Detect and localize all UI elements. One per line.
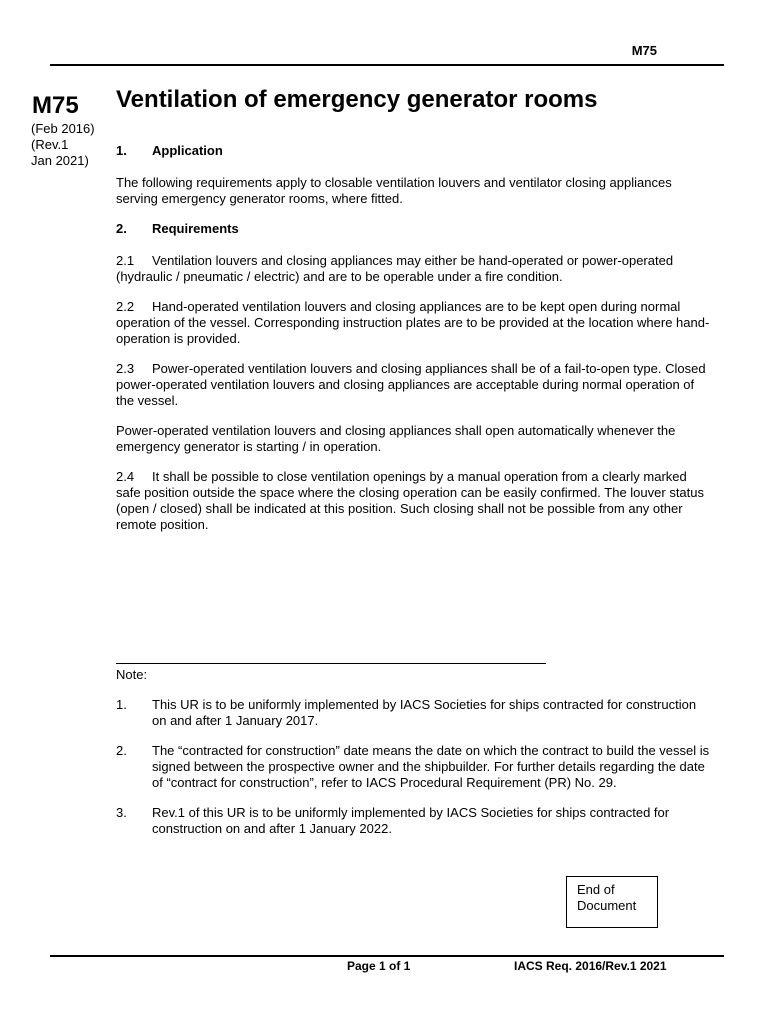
note-number: 2.	[116, 743, 127, 758]
section-heading	[116, 221, 710, 237]
end-box-line: Document	[577, 898, 637, 913]
notes-list	[116, 697, 710, 851]
section-title: Requirements	[152, 221, 239, 236]
note-label: Note:	[116, 667, 148, 682]
paragraph	[116, 361, 710, 409]
paragraph-number: 2.2	[116, 299, 135, 314]
margin-date-line: (Feb 2016)	[31, 121, 95, 136]
paragraph: The following requirements apply to closable ventilation louvers and ventilator closing appliances serving emergency generator rooms, where fitted.	[116, 175, 672, 206]
paragraph-text: Hand-operated ventilation louvers and closing appliances are to be kept open during normal operation of the vessel. Corresponding instruction plates are to be provided at the location where hand-operation is provided.	[116, 299, 710, 346]
header-rule	[50, 64, 724, 66]
end-of-document-box	[566, 876, 658, 928]
paragraph-number: 2.1	[116, 253, 135, 268]
note-text: The “contracted for construction” date means the date on which the contract to build the vessel is signed between the prospective owner and the shipbuilder. For further details regarding the date of “contract for construction”, refer to IACS Procedural Requirement (PR) No. 29.	[152, 743, 710, 790]
paragraph	[116, 469, 710, 533]
paragraph-number: 2.3	[116, 361, 135, 376]
footer-page-number: Page 1 of 1	[347, 959, 411, 973]
document-body	[116, 143, 710, 547]
end-box-line: End of	[577, 882, 615, 897]
note-text: This UR is to be uniformly implemented by IACS Societies for ships contracted for construction on and after 1 January 2017.	[152, 697, 697, 728]
note-item	[116, 743, 710, 791]
paragraph	[116, 253, 710, 285]
paragraph-number: 2.4	[116, 469, 135, 484]
margin-dates	[31, 121, 95, 169]
footer-rule	[50, 955, 724, 957]
section-title: Application	[152, 143, 223, 158]
margin-code: M75	[32, 92, 79, 119]
note-text: Rev.1 of this UR is to be uniformly implemented by IACS Societies for ships contracted for construction on and after 1 January 2022.	[152, 805, 670, 836]
paragraph-text: Power-operated ventilation louvers and closing appliances shall be of a fail-to-open type. Closed power-operated ventilation louvers and closing appliances are acceptable during normal operation of the vessel.	[116, 361, 706, 408]
note-divider	[116, 663, 546, 664]
note-number: 3.	[116, 805, 127, 820]
note-item	[116, 805, 710, 837]
header-code: M75	[631, 43, 657, 58]
margin-date-line: (Rev.1	[31, 137, 69, 152]
section-number: 2.	[116, 221, 127, 236]
footer-reference: IACS Req. 2016/Rev.1 2021	[514, 959, 667, 973]
margin-date-line: Jan 2021)	[31, 153, 89, 168]
paragraph-text: It shall be possible to close ventilation openings by a manual operation from a clearly marked safe position outside the space where the closing operation can be easily confirmed. The louver status (open / closed) shall be indicated at this position. Such closing shall not be possible from any other remote position.	[116, 469, 704, 532]
section-heading	[116, 143, 710, 159]
note-number: 1.	[116, 697, 127, 712]
section-number: 1.	[116, 143, 127, 158]
paragraph: Power-operated ventilation louvers and closing appliances shall open automatically whenever the emergency generator is starting / in operation.	[116, 423, 676, 454]
paragraph-text: Ventilation louvers and closing appliances may either be hand-operated or power-operated (hydraulic / pneumatic / electric) and are to be operable under a fire condition.	[116, 253, 674, 284]
note-item	[116, 697, 710, 729]
page-title: Ventilation of emergency generator rooms	[116, 86, 598, 113]
paragraph	[116, 299, 710, 347]
